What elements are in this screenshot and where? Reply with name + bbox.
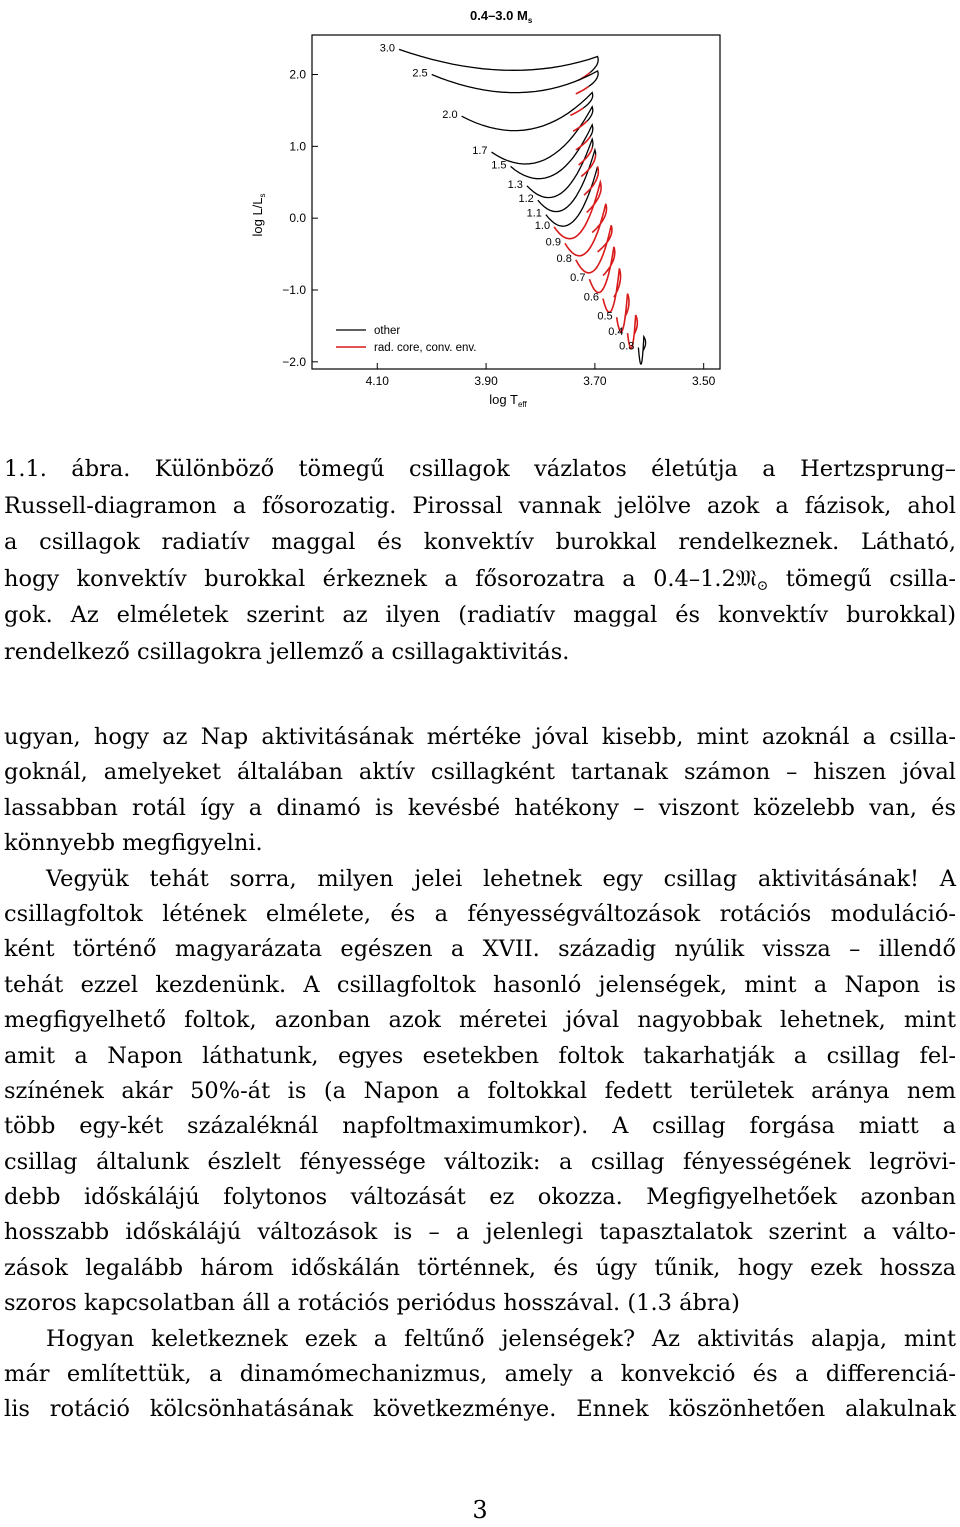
caption-line: a csillagok radiatív maggal és konvektív burokkal rendelkeznek. Látható, — [4, 529, 956, 555]
mass-label: 1.5 — [491, 159, 507, 172]
caption-line: gok. Az elméletek szerint az ilyen (radiatív maggal és konvektív burokkal) — [4, 602, 956, 628]
track-line-red — [573, 121, 587, 131]
mass-label: 0.4 — [608, 326, 624, 339]
body-line: zások legalább három időskálán történnek, és úgy tűnik, hogy ezek hossza — [4, 1254, 956, 1281]
mass-label: 0.8 — [556, 252, 572, 265]
mass-label: 2.0 — [442, 109, 458, 122]
y-tick-label: −1.0 — [282, 282, 306, 297]
y-tick-label: −2.0 — [282, 354, 306, 369]
body-line: szoros kapcsolatban áll a rotációs periódus hosszával. (1.3 ábra) — [4, 1290, 740, 1317]
caption-line-text: hogy konvektív burokkal érkeznek a fősorozatra a 0.4–1.2𝔐 — [4, 565, 757, 592]
caption-line-tail: tömegű csilla- — [768, 565, 956, 592]
body-line: hosszabb időskálájú változások is – a jelenlegi tapasztalatok szerint a válto- — [4, 1219, 956, 1246]
figure-caption — [4, 451, 956, 670]
x-tick-label: 3.50 — [692, 374, 716, 388]
mass-label: 1.3 — [507, 178, 523, 191]
track-line-red — [589, 247, 614, 293]
track-line-other — [638, 337, 645, 364]
x-tick-label: 3.90 — [474, 374, 498, 388]
mass-label: 1.7 — [472, 145, 488, 158]
axis-ticks — [282, 68, 715, 388]
body-line: tehát ezzel kezdenünk. A csillagfoltok hasonló jelenségek, mint a Napon is — [4, 971, 956, 998]
y-tick-label: 1.0 — [289, 139, 306, 154]
legend-label-other: other — [374, 325, 401, 337]
track-line-other — [399, 49, 598, 72]
mass-label: 1.2 — [518, 193, 534, 206]
chart-title: 0.4–3.0 $M_s$ — [470, 8, 533, 25]
sun-symbol: ⊙ — [756, 577, 769, 594]
mass-label: 1.0 — [534, 219, 551, 232]
track-line-red — [576, 87, 589, 94]
body-line: színének akár 50%-át is (a Napon a foltokkal fedett területek aránya nem — [4, 1077, 956, 1104]
caption-line: 1.1. ábra. Különböző tömegű csillagok vázlatos életútja a Hertzsprung– — [4, 456, 956, 482]
mass-label: 0.7 — [570, 272, 586, 285]
caption-line: rendelkező csillagokra jellemző a csillagaktivitás. — [4, 638, 570, 665]
body-line: Vegyük tehát sorra, milyen jelei lehetnek egy csillag aktivitásának! A — [46, 865, 956, 892]
track-line-red — [565, 204, 607, 256]
chart-legend — [336, 325, 476, 354]
body-line: amit a Napon láthatunk, egyes esetekben foltok takarhatják a csillag fel- — [4, 1042, 956, 1069]
page-number: 3 — [472, 1496, 488, 1524]
body-text — [4, 720, 956, 1428]
caption-line: Russell-diagramon a fősorozatig. Pirossal vannak jelölve azok a fázisok, ahol — [4, 492, 956, 519]
mass-label: 2.5 — [412, 67, 428, 80]
body-line: csillag általunk észlelt fényessége változik: a csillag fényességének legrövi- — [4, 1148, 956, 1175]
legend-label-red: rad. core, conv. env. — [374, 342, 477, 354]
body-line: több egy-két százaléknál napfoltmaximumkor). A csillag forgása miatt a — [4, 1113, 956, 1140]
y-tick-label: 0.0 — [289, 211, 306, 226]
body-line: lis rotáció kölcsönhatásának következménye. Ennek köszönhetően alakulnak — [4, 1396, 956, 1423]
y-axis-label — [250, 193, 267, 236]
track-line-other — [432, 71, 598, 93]
track-line-red — [570, 108, 583, 115]
body-line: megfigyelhető foltok, azonban azok méretei jóval nagyobbak lehetnek, mint — [4, 1007, 956, 1034]
body-line: Hogyan keletkeznek ezek a feltűnő jelenségek? Az aktivitás alapja, mint — [46, 1325, 956, 1352]
body-line: ugyan, hogy az Nap aktivitásának mértéke jóval kisebb, mint azoknál a csilla- — [4, 724, 956, 750]
body-line: goknál, amelyeket általában aktív csillagként tartanak számon – hiszen jóval — [4, 759, 956, 786]
hr-diagram-figure — [240, 0, 730, 420]
y-tick-label: 2.0 — [289, 67, 306, 82]
track-line-other — [462, 93, 593, 131]
mass-label: 0.6 — [583, 291, 600, 304]
track-line-red — [581, 155, 595, 177]
track-line-other — [492, 107, 593, 164]
plot-frame — [312, 35, 720, 369]
mass-label: 0.3 — [619, 340, 635, 353]
body-line: ként történő magyarázata egészen a XVII. századig nyúlik vissza – illendő — [4, 936, 956, 963]
body-line: csillagfoltok létének elmélete, és a fényességváltozások rotációs moduláció- — [4, 900, 956, 927]
mass-label: 1.1 — [526, 207, 542, 220]
body-line: lassabban rotál így a dinamó is kevésbé hatékony – viszont közelebb van, és — [4, 794, 956, 821]
body-line: debb időskálájú folytonos változását ez okozza. Megfigyelhetőek azonban — [4, 1184, 956, 1211]
caption-line-mass — [4, 561, 956, 598]
x-tick-label: 4.10 — [365, 374, 389, 388]
x-tick-label: 3.70 — [583, 374, 607, 388]
svg-text:log L/Ls: $\log L/L_s$ — [250, 193, 267, 237]
mass-label: 0.9 — [545, 236, 561, 249]
hr-diagram-svg — [240, 0, 730, 420]
track-line-other — [527, 139, 593, 197]
body-line: könnyebb megfigyelni. — [4, 830, 263, 857]
body-line: már említettük, a dinamómechanizmus, amely a konvekció és a differenciá- — [4, 1361, 956, 1388]
track-line-red — [603, 268, 621, 312]
mass-label: 3.0 — [379, 42, 396, 55]
x-axis-label: $\log T_{eff}$ — [489, 392, 527, 409]
track-line-other — [511, 125, 593, 179]
mass-label: 0.5 — [597, 310, 613, 323]
